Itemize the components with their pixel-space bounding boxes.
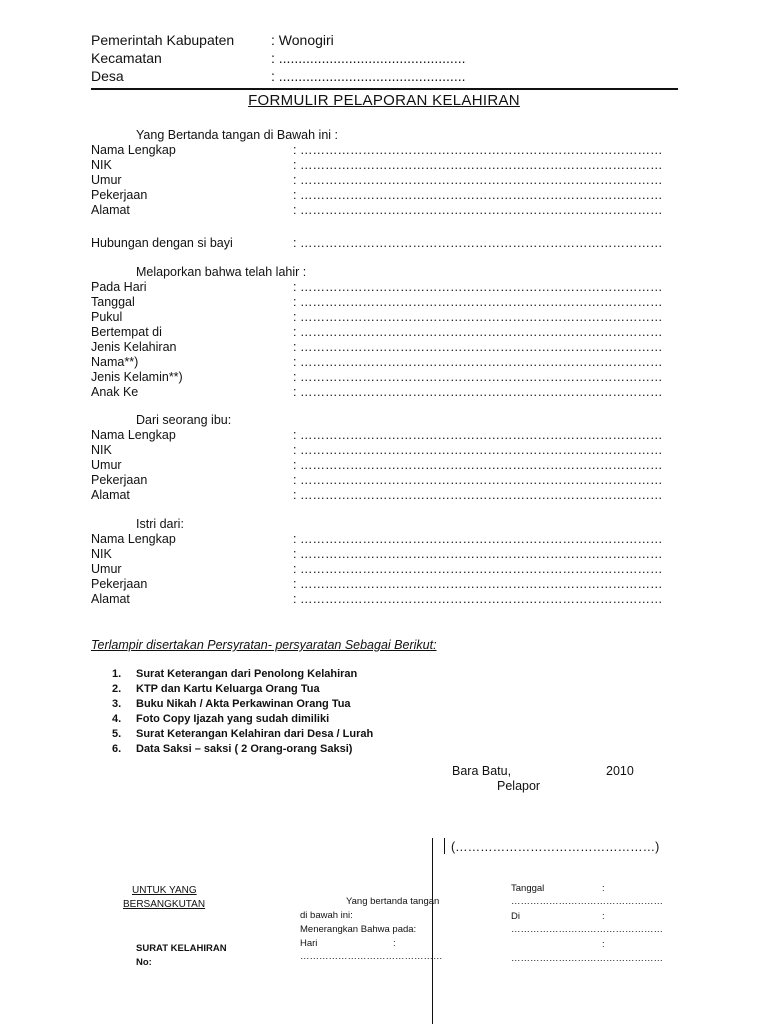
field-blank: : …………………………………………………………………………… — [293, 488, 663, 502]
field-blank: : …………………………………………………………………………… — [293, 473, 663, 487]
field-label: Umur — [91, 173, 122, 187]
field-blank: : …………………………………………………………………………… — [293, 577, 663, 591]
requirement-item: 1. Surat Keterangan dari Penolong Kelahiran — [112, 668, 358, 680]
field-blank: : …………………………………………………………………………… — [293, 143, 663, 157]
field-blank: : …………………………………………………………………………… — [293, 458, 663, 472]
field-blank: : …………………………………………………………………………… — [293, 340, 663, 354]
stub-title-line2: BERSANGKUTAN — [123, 899, 206, 910]
field-blank: : …………………………………………………………………………… — [293, 188, 663, 202]
header-value-desa: : ................................................ — [271, 68, 466, 84]
signature-name-placeholder: (…………………………………………) — [451, 840, 660, 854]
field-label: NIK — [91, 443, 112, 457]
stub-middle-line2: di bawah ini: — [300, 910, 353, 921]
stub-extra-dots: ………………………………………… — [511, 953, 663, 964]
stub-tanggal-colon: : — [602, 883, 605, 894]
section-heading-birth: Melaporkan bahwa telah lahir : — [136, 265, 307, 279]
field-blank: : …………………………………………………………………………… — [293, 310, 663, 324]
form-title: FORMULIR PELAPORAN KELAHIRAN — [248, 92, 520, 109]
requirement-item: 5. Surat Keterangan Kelahiran dari Desa / Lurah — [112, 728, 374, 740]
field-blank: : …………………………………………………………………………… — [293, 532, 663, 546]
cut-line-tick — [444, 838, 445, 854]
field-blank: : …………………………………………………………………………… — [293, 295, 663, 309]
section-heading-father: Istri dari: — [136, 517, 184, 531]
stub-no-label: No: — [136, 957, 152, 968]
requirement-item: 6. Data Saksi – saksi ( 2 Orang-orang Saksi) — [112, 743, 353, 755]
field-label: Anak Ke — [91, 385, 139, 399]
field-blank: : …………………………………………………………………………… — [293, 173, 663, 187]
field-label: Umur — [91, 562, 122, 576]
field-blank: : …………………………………………………………………………… — [293, 236, 663, 250]
field-label: Nama**) — [91, 355, 139, 369]
field-blank: : …………………………………………………………………………… — [293, 562, 663, 576]
stub-di-dots: ………………………………………… — [511, 924, 663, 935]
stub-extra-colon: : — [602, 939, 605, 950]
requirements-heading: Terlampir disertakan Persyratan- persyaratan Sebagai Berikut: — [91, 638, 437, 652]
stub-hari-label: Hari — [300, 938, 318, 949]
stub-middle-line1: Yang bertanda tangan — [346, 896, 440, 907]
field-label: NIK — [91, 158, 112, 172]
field-label: Nama Lengkap — [91, 143, 176, 157]
field-blank: : …………………………………………………………………………… — [293, 370, 663, 384]
field-blank: : …………………………………………………………………………… — [293, 158, 663, 172]
stub-surat-label: SURAT KELAHIRAN — [136, 943, 227, 954]
signature-role: Pelapor — [497, 779, 541, 793]
field-blank: : …………………………………………………………………………… — [293, 203, 663, 217]
field-label: Pekerjaan — [91, 577, 148, 591]
header-label-kecamatan: Kecamatan — [91, 50, 162, 66]
field-label: Jenis Kelamin**) — [91, 370, 183, 384]
header-value-kabupaten: : Wonogiri — [271, 32, 334, 48]
requirements-list — [112, 667, 373, 757]
stub-di-label: Di — [511, 911, 520, 922]
field-label: Pekerjaan — [91, 188, 148, 202]
field-label: Bertempat di — [91, 325, 162, 339]
field-label: NIK — [91, 547, 112, 561]
signature-place: Bara Batu, — [452, 764, 512, 778]
field-label: Nama Lengkap — [91, 532, 176, 546]
field-label: Alamat — [91, 203, 130, 217]
field-blank: : …………………………………………………………………………… — [293, 280, 663, 294]
field-blank: : …………………………………………………………………………… — [293, 325, 663, 339]
stub-hari-colon: : — [393, 938, 396, 949]
stub-tanggal-label: Tanggal — [511, 883, 545, 894]
field-blank: : …………………………………………………………………………… — [293, 547, 663, 561]
field-label: Alamat — [91, 488, 130, 502]
field-label: Pada Hari — [91, 280, 147, 294]
requirement-item: 3. Buku Nikah / Akta Perkawinan Orang Tua — [112, 698, 351, 710]
field-label: Pukul — [91, 310, 123, 324]
header-label-kabupaten: Pemerintah Kabupaten — [91, 32, 235, 48]
field-label: Alamat — [91, 592, 130, 606]
field-label: Tanggal — [91, 295, 135, 309]
field-blank: : …………………………………………………………………………… — [293, 592, 663, 606]
stub-title-line1: UNTUK YANG — [132, 885, 197, 896]
stub-hari-dots: ……………………………………… — [300, 951, 443, 962]
field-blank: : …………………………………………………………………………… — [293, 428, 663, 442]
stub-tanggal-dots: ………………………………………… — [511, 896, 663, 907]
section-heading-declarant: Yang Bertanda tangan di Bawah ini : — [136, 128, 338, 142]
stub-middle-line3: Menerangkan Bahwa pada: — [300, 924, 417, 935]
requirement-item: 4. Foto Copy Ijazah yang sudah dimiliki — [112, 713, 330, 725]
field-label: Pekerjaan — [91, 473, 148, 487]
header-divider — [91, 88, 678, 90]
header-label-desa: Desa — [91, 68, 124, 84]
requirement-item: 2. KTP dan Kartu Keluarga Orang Tua — [112, 683, 320, 695]
field-label: Nama Lengkap — [91, 428, 176, 442]
field-label: Hubungan dengan si bayi — [91, 236, 233, 250]
field-blank: : …………………………………………………………………………… — [293, 443, 663, 457]
cut-line-vertical — [432, 838, 433, 1024]
section-heading-mother: Dari seorang ibu: — [136, 413, 232, 427]
field-blank: : …………………………………………………………………………… — [293, 385, 663, 399]
field-label: Umur — [91, 458, 122, 472]
field-blank: : …………………………………………………………………………… — [293, 355, 663, 369]
stub-di-colon: : — [602, 911, 605, 922]
field-label: Jenis Kelahiran — [91, 340, 177, 354]
signature-year: 2010 — [606, 764, 634, 778]
header-value-kecamatan: : ................................................ — [271, 50, 466, 66]
